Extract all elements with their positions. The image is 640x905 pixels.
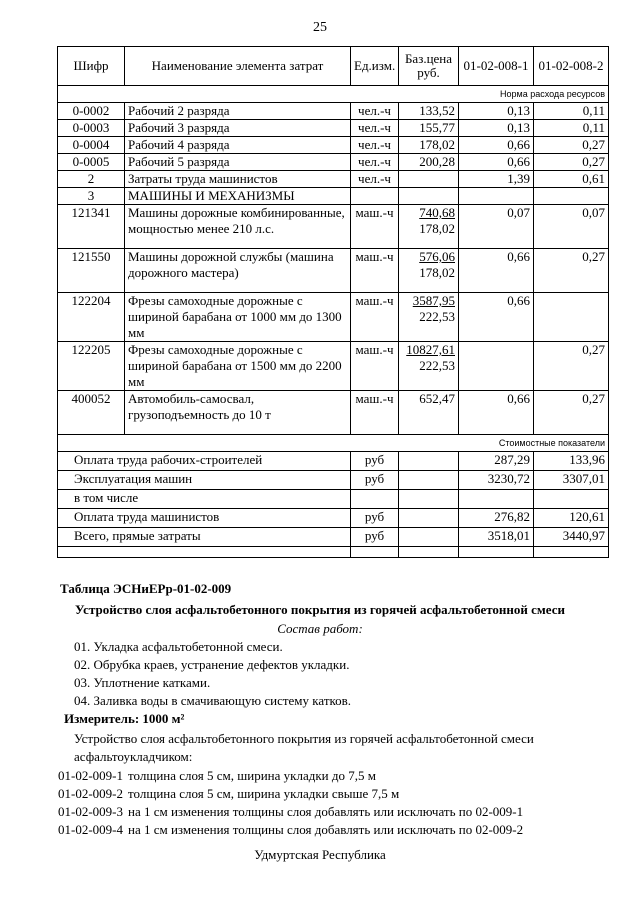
header-col2: 01-02-008-2 bbox=[534, 47, 609, 86]
summary-value-1 bbox=[459, 490, 534, 509]
row-value-2: 0,07 bbox=[534, 205, 609, 249]
row-value-1: 0,66 bbox=[459, 154, 534, 171]
row-value-2: 0,11 bbox=[534, 103, 609, 120]
summary-unit: руб bbox=[351, 452, 399, 471]
rate-code: 01-02-009-4 bbox=[58, 822, 123, 837]
row-code: 0-0003 bbox=[58, 120, 125, 137]
rate-code-row bbox=[58, 767, 376, 785]
row-unit: маш.-ч bbox=[351, 293, 399, 342]
empty-cell bbox=[534, 547, 609, 558]
header-price: Баз.цена руб. bbox=[399, 47, 459, 86]
row-value-1 bbox=[459, 342, 534, 391]
row-price bbox=[399, 205, 459, 249]
summary-price bbox=[399, 528, 459, 547]
price-current: 576,06 bbox=[419, 249, 455, 264]
row-code: 121550 bbox=[58, 249, 125, 293]
measure-unit: Измеритель: 1000 м² bbox=[64, 711, 185, 726]
price-base: 222,53 bbox=[419, 358, 455, 373]
price-current: 3587,95 bbox=[412, 293, 455, 308]
summary-value-2: 3307,01 bbox=[534, 471, 609, 490]
empty-cell bbox=[351, 188, 399, 205]
header-code: Шифр bbox=[58, 47, 125, 86]
table-row bbox=[58, 249, 609, 293]
summary-unit: руб bbox=[351, 509, 399, 528]
row-value-1: 0,07 bbox=[459, 205, 534, 249]
row-unit: маш.-ч bbox=[351, 205, 399, 249]
row-value-2: 0,27 bbox=[534, 137, 609, 154]
empty-cell bbox=[351, 547, 399, 558]
rate-code-row bbox=[58, 785, 399, 803]
row-value-2: 0,27 bbox=[534, 391, 609, 435]
price-base: 178,02 bbox=[419, 265, 455, 280]
summary-value-2 bbox=[534, 490, 609, 509]
row-value-2 bbox=[534, 293, 609, 342]
norm-caption: Норма расхода ресурсов bbox=[58, 86, 609, 103]
summary-row bbox=[58, 528, 609, 547]
row-price: 178,02 bbox=[399, 137, 459, 154]
table-row bbox=[58, 137, 609, 154]
price-current: 652,47 bbox=[419, 391, 455, 406]
summary-unit bbox=[351, 490, 399, 509]
row-price: 155,77 bbox=[399, 120, 459, 137]
rate-code: 01-02-009-1 bbox=[58, 768, 123, 783]
price-current: 740,68 bbox=[419, 205, 455, 220]
row-price bbox=[399, 249, 459, 293]
table-header-row bbox=[58, 47, 609, 86]
row-value-2: 0,27 bbox=[534, 154, 609, 171]
row-unit: чел.-ч bbox=[351, 103, 399, 120]
next-table-title: Устройство слоя асфальтобетонного покрытия из горячей асфальтобетонной смеси bbox=[75, 602, 565, 617]
empty-cell bbox=[399, 547, 459, 558]
next-table-label: Таблица ЭСНиЕРр-01-02-009 bbox=[60, 581, 232, 596]
works-caption: Состав работ: bbox=[277, 621, 363, 636]
row-name: Фрезы самоходные дорожные с шириной барабана от 1500 мм до 2200 мм bbox=[125, 342, 351, 391]
footer-region: Удмуртская Республика bbox=[254, 847, 386, 862]
empty-cell bbox=[534, 188, 609, 205]
summary-label: Оплата труда машинистов bbox=[58, 509, 351, 528]
rate-description: Устройство слоя асфальтобетонного покрытия из горячей асфальтобетонной смеси асфальтоукладчиком: bbox=[74, 731, 534, 764]
row-code: 0-0005 bbox=[58, 154, 125, 171]
work-item: 03. Уплотнение катками. bbox=[74, 675, 211, 690]
row-unit: маш.-ч bbox=[351, 342, 399, 391]
section-unit: чел.-ч bbox=[351, 171, 399, 188]
summary-row bbox=[58, 509, 609, 528]
price-base: 222,53 bbox=[419, 309, 455, 324]
summary-value-2: 120,61 bbox=[534, 509, 609, 528]
section-code: 3 bbox=[58, 188, 125, 205]
summary-value-2: 133,96 bbox=[534, 452, 609, 471]
row-name: Рабочий 4 разряда bbox=[125, 137, 351, 154]
row-value-1: 0,13 bbox=[459, 103, 534, 120]
row-name: Машины дорожной службы (машина дорожного мастера) bbox=[125, 249, 351, 293]
row-value-1: 0,66 bbox=[459, 293, 534, 342]
work-item: 04. Заливка воды в смачивающую систему катков. bbox=[74, 693, 352, 708]
row-price bbox=[399, 391, 459, 435]
row-name: Рабочий 3 разряда bbox=[125, 120, 351, 137]
price-current: 10827,61 bbox=[406, 342, 455, 357]
row-name: Рабочий 2 разряда bbox=[125, 103, 351, 120]
cost-caption-row bbox=[58, 435, 609, 452]
summary-price bbox=[399, 490, 459, 509]
row-code: 0-0004 bbox=[58, 137, 125, 154]
rate-code-text: на 1 см изменения толщины слоя добавлять или исключать по 02-009-2 bbox=[128, 822, 524, 837]
header-name: Наименование элемента затрат bbox=[125, 47, 351, 86]
section-row bbox=[58, 171, 609, 188]
section-name: Затраты труда машинистов bbox=[125, 171, 351, 188]
summary-price bbox=[399, 509, 459, 528]
row-unit: чел.-ч bbox=[351, 154, 399, 171]
row-code: 0-0002 bbox=[58, 103, 125, 120]
table-bottom-row bbox=[58, 547, 609, 558]
summary-price bbox=[399, 452, 459, 471]
rate-code-text: на 1 см изменения толщины слоя добавлять или исключать по 02-009-1 bbox=[128, 804, 524, 819]
row-price: 133,52 bbox=[399, 103, 459, 120]
rate-code-text: толщина слоя 5 см, ширина укладки свыше 7,5 м bbox=[128, 786, 400, 801]
row-price bbox=[399, 342, 459, 391]
rate-code-text: толщина слоя 5 см, ширина укладки до 7,5 м bbox=[128, 768, 376, 783]
table-row bbox=[58, 103, 609, 120]
table-row bbox=[58, 205, 609, 249]
summary-unit: руб bbox=[351, 528, 399, 547]
summary-label: Всего, прямые затраты bbox=[58, 528, 351, 547]
row-price: 200,28 bbox=[399, 154, 459, 171]
summary-value-1: 276,82 bbox=[459, 509, 534, 528]
row-code: 400052 bbox=[58, 391, 125, 435]
table-row bbox=[58, 342, 609, 391]
row-value-2: 0,27 bbox=[534, 342, 609, 391]
table-row bbox=[58, 391, 609, 435]
row-name: Машины дорожные комбинированные, мощностью менее 210 л.с. bbox=[125, 205, 351, 249]
rate-code-row bbox=[58, 803, 523, 821]
summary-unit: руб bbox=[351, 471, 399, 490]
section-name: МАШИНЫ И МЕХАНИЗМЫ bbox=[125, 188, 351, 205]
row-code: 122205 bbox=[58, 342, 125, 391]
section-value-1: 1,39 bbox=[459, 171, 534, 188]
table-row bbox=[58, 293, 609, 342]
section-value-2: 0,61 bbox=[534, 171, 609, 188]
rate-code: 01-02-009-2 bbox=[58, 786, 123, 801]
summary-value-1: 287,29 bbox=[459, 452, 534, 471]
rate-code: 01-02-009-3 bbox=[58, 804, 123, 819]
row-value-1: 0,13 bbox=[459, 120, 534, 137]
summary-value-1: 3230,72 bbox=[459, 471, 534, 490]
price-base: 178,02 bbox=[419, 221, 455, 236]
cost-caption: Стоимостные показатели bbox=[58, 435, 609, 452]
resource-table bbox=[57, 46, 609, 558]
header-unit: Ед.изм. bbox=[351, 47, 399, 86]
row-name: Фрезы самоходные дорожные с шириной барабана от 1000 мм до 1300 мм bbox=[125, 293, 351, 342]
summary-label: Эксплуатация машин bbox=[58, 471, 351, 490]
section-price bbox=[399, 171, 459, 188]
page-number: 25 bbox=[313, 20, 327, 35]
summary-label: в том числе bbox=[58, 490, 351, 509]
empty-cell bbox=[459, 547, 534, 558]
row-unit: маш.-ч bbox=[351, 249, 399, 293]
row-value-1: 0,66 bbox=[459, 137, 534, 154]
row-name: Рабочий 5 разряда bbox=[125, 154, 351, 171]
header-col1: 01-02-008-1 bbox=[459, 47, 534, 86]
summary-row bbox=[58, 452, 609, 471]
work-item: 02. Обрубка краев, устранение дефектов укладки. bbox=[74, 657, 350, 672]
summary-row bbox=[58, 490, 609, 509]
row-value-1: 0,66 bbox=[459, 391, 534, 435]
row-value-2: 0,11 bbox=[534, 120, 609, 137]
summary-row bbox=[58, 471, 609, 490]
row-value-1: 0,66 bbox=[459, 249, 534, 293]
row-unit: чел.-ч bbox=[351, 137, 399, 154]
row-value-2: 0,27 bbox=[534, 249, 609, 293]
section-code: 2 bbox=[58, 171, 125, 188]
empty-cell bbox=[399, 188, 459, 205]
summary-value-2: 3440,97 bbox=[534, 528, 609, 547]
summary-label: Оплата труда рабочих-строителей bbox=[58, 452, 351, 471]
row-unit: чел.-ч bbox=[351, 120, 399, 137]
summary-value-1: 3518,01 bbox=[459, 528, 534, 547]
table-row bbox=[58, 120, 609, 137]
table-row bbox=[58, 154, 609, 171]
row-code: 121341 bbox=[58, 205, 125, 249]
summary-price bbox=[399, 471, 459, 490]
empty-cell bbox=[459, 188, 534, 205]
empty-cell bbox=[58, 547, 351, 558]
work-item: 01. Укладка асфальтобетонной смеси. bbox=[74, 639, 283, 654]
section-row bbox=[58, 188, 609, 205]
row-name: Автомобиль-самосвал, грузоподъемность до 10 т bbox=[125, 391, 351, 435]
row-code: 122204 bbox=[58, 293, 125, 342]
row-price bbox=[399, 293, 459, 342]
norm-caption-row bbox=[58, 86, 609, 103]
row-unit: маш.-ч bbox=[351, 391, 399, 435]
rate-code-row bbox=[58, 821, 523, 839]
